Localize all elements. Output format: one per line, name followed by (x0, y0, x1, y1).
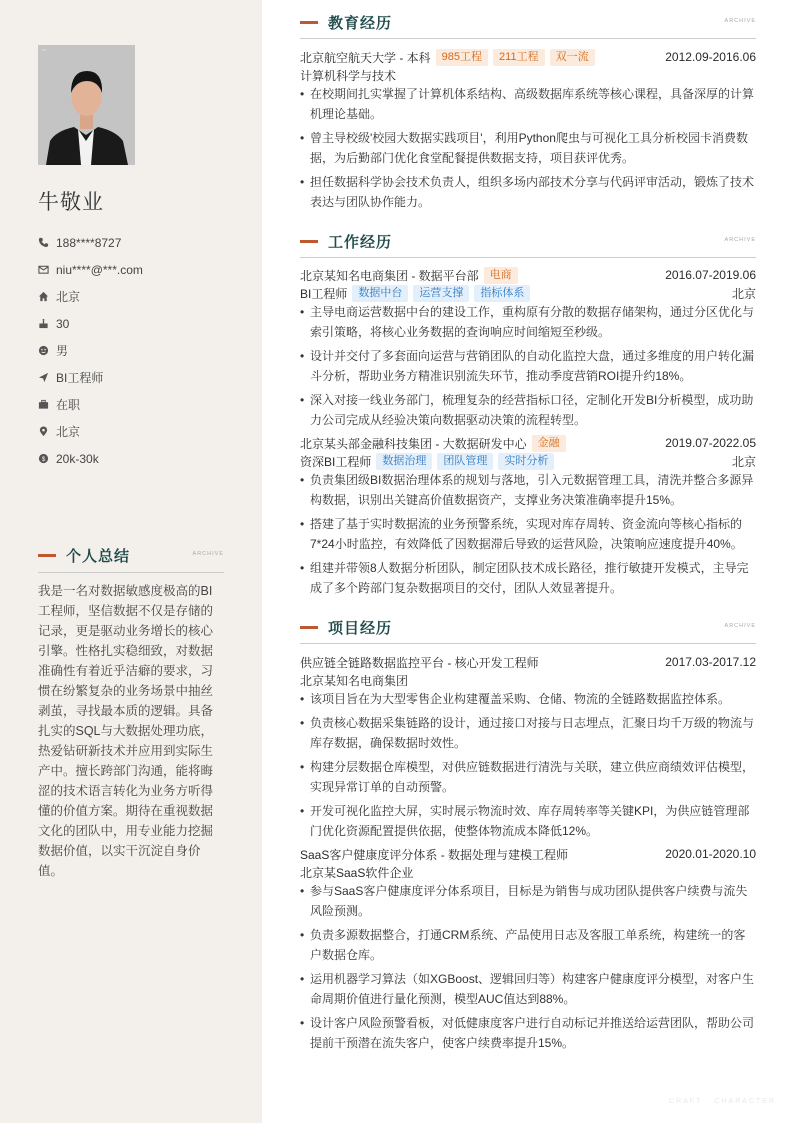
list-item: • 该项目旨在为大型零售企业构建覆盖采购、仓储、物流的全链路数据监控体系。 (300, 689, 756, 709)
job-bullets (300, 470, 756, 602)
contact-gender (38, 337, 238, 364)
contact-location (38, 418, 238, 445)
list-item: • 开发可视化监控大屏，实时展示物流时效、库存周转率等关键KPI，为供应链管理部门优化资源配置提供依据，使整体物流成本降低12%。 (300, 801, 756, 841)
summary-text: 我是一名对数据敏感度极高的BI工程师，坚信数据不仅是存储的记录，更是驱动业务增长的核心引擎。性格扎实稳细致，对数据准确性有着近乎洁癖的要求，习惯在纷繁复杂的业务场景中抽丝剥茧，寻找最本质的逻辑。具备扎实的SQL与大数据处理功底，热爱钻研新技术并应用到实际生产中。擅长跨部门沟通，能将晦涩的技术语言转化为业务方听得懂的价值方案。期待在重视数据文化的团队中，用专业能力挖掘数据价值，以实干沉淀自身价值。 (38, 584, 214, 878)
project-title-line (300, 845, 756, 863)
contact-text: 北京 (56, 425, 81, 439)
section-title: 个人总结 (66, 548, 131, 565)
summary-heading (38, 545, 224, 573)
mail-icon (38, 264, 49, 275)
industry-tag: 电商 (484, 267, 518, 284)
list-item: • 主导电商运营数据中台的建设工作，重构原有分散的数据存储架构，通过分区优化与索引策略，将核心业务数据的查询响应时间缩短至秒级。 (300, 302, 756, 342)
contact-home (38, 283, 238, 310)
school-tag: 985工程 (436, 49, 488, 66)
job-date: 2019.07-2022.05 (665, 436, 756, 450)
industry-tag: 金融 (532, 435, 566, 452)
cake-icon (38, 318, 49, 329)
project-bullets (300, 689, 756, 845)
phone-icon (38, 237, 49, 248)
section-accent-bar (300, 21, 318, 24)
section-accent-bar (38, 554, 56, 557)
project-company-line (300, 671, 756, 689)
job-role-line (300, 452, 756, 470)
school-tag: 双一流 (550, 49, 595, 66)
education-heading (300, 12, 756, 39)
contact-text: 在职 (56, 398, 81, 412)
list-item: • 曾主导校级'校园大数据实践项目'，利用Python爬虫与可视化工具分析校园卡消费数据，为后勤部门优化食堂配餐提供数据支持，项目获评优秀。 (300, 128, 756, 168)
contact-text: 188****8727 (56, 235, 122, 250)
contact-position (38, 364, 238, 391)
section-accent-bar (300, 626, 318, 629)
job-role: BI工程师 (300, 286, 348, 301)
list-item: • 担任数据科学协会技术负责人，组织多场内部技术分享与代码评审活动，锻炼了技术表达与团队协作能力。 (300, 172, 756, 212)
contact-list (38, 229, 238, 472)
major: 计算机科学与技术 (300, 68, 397, 83)
money-icon (38, 453, 49, 464)
school-name: 北京航空航天大学 - 本科 (300, 50, 431, 65)
project-date: 2017.03-2017.12 (665, 655, 756, 669)
project-name: 供应链全链路数据监控平台 - 核心开发工程师 (300, 655, 539, 670)
job-date: 2016.07-2019.06 (665, 268, 756, 282)
contact-email (38, 256, 238, 283)
project-company: 北京某SaaS软件企业 (300, 865, 414, 880)
photo-label: cv (42, 47, 46, 52)
list-item: • 组建并带领8人数据分析团队，制定团队技术成长路径，推行敏捷开发模式，主导完成了多个跨部门复杂数据项目的交付，团队人效显著提升。 (300, 558, 756, 598)
skill-tag: 数据中台 (352, 285, 408, 302)
job-company-line (300, 434, 756, 452)
section-title: 教育经历 (328, 15, 393, 32)
job-city: 北京 (731, 286, 756, 301)
contact-status (38, 391, 238, 418)
school-tag: 211工程 (493, 49, 545, 66)
home-icon (38, 291, 49, 302)
job-role-line (300, 284, 756, 302)
contact-phone (38, 229, 238, 256)
projects-heading (300, 617, 756, 644)
section-tag: ARCHIVE (192, 551, 224, 557)
list-item: • 搭建了基于实时数据流的业务预警系统，实现对库存周转、资金流向等核心指标的7*24小时监控，有效降低了因数据滞后导致的运营风险，决策响应速度提升40%。 (300, 514, 756, 554)
section-title: 项目经历 (328, 620, 393, 637)
contact-text: 20k-30k (56, 451, 99, 466)
job-city: 北京 (731, 454, 756, 469)
project-date: 2020.01-2020.10 (665, 847, 756, 861)
list-item: • 运用机器学习算法（如XGBoost、逻辑回归等）构建客户健康度评分模型，对客户生命周期价值进行量化预测，模型AUC值达到88%。 (300, 969, 756, 1009)
education-school-line (300, 48, 756, 66)
section-title: 工作经历 (328, 234, 393, 251)
contact-text: BI工程师 (56, 371, 104, 385)
contact-text: 30 (56, 316, 70, 331)
contact-age (38, 310, 238, 337)
project-company-line (300, 863, 756, 881)
list-item: • 深入对接一线业务部门，梳理复杂的经营指标口径，定制化开发BI分析模型，成功助力公司完成从经验决策向数据驱动决策的流程转型。 (300, 390, 756, 430)
list-item: • 设计客户风险预警看板，对低健康度客户进行自动标记并推送给运营团队，帮助公司提前干预潜在流失客户，使客户续费率提升15%。 (300, 1013, 756, 1053)
contact-text: niu****@***.com (56, 262, 143, 277)
section-accent-bar (300, 240, 318, 243)
job-company-line (300, 266, 756, 284)
main-content (262, 0, 794, 1123)
work-heading (300, 231, 756, 258)
list-item: • 参与SaaS客户健康度评分体系项目，目标是为销售与成功团队提供客户续费与流失风险预测。 (300, 881, 756, 921)
education-major-line (300, 66, 756, 84)
profile-photo (38, 45, 135, 165)
briefcase-icon (38, 399, 49, 410)
sidebar (0, 0, 262, 1123)
project-name: SaaS客户健康度评分体系 - 数据处理与建模工程师 (300, 847, 569, 862)
company-name: 北京某知名电商集团 - 数据平台部 (300, 268, 479, 283)
list-item: • 在校期间扎实掌握了计算机体系结构、高级数据库系统等核心课程，具备深厚的计算机理论基础。 (300, 84, 756, 124)
section-tag: ARCHIVE (724, 18, 756, 24)
contact-text: 北京 (56, 290, 81, 304)
education-date: 2012.09-2016.06 (665, 50, 756, 64)
section-tag: ARCHIVE (724, 623, 756, 629)
list-item: • 负责集团级BI数据治理体系的规划与落地，引入元数据管理工具，清洗并整合多源异构数据，识别出关键高价值数据资产，支撑业务决策准确率提升15%。 (300, 470, 756, 510)
skill-tag: 团队管理 (437, 453, 493, 470)
svg-text:$: $ (41, 455, 46, 463)
send-icon (38, 372, 49, 383)
company-name: 北京某头部金融科技集团 - 大数据研发中心 (300, 436, 527, 451)
project-company: 北京某知名电商集团 (300, 673, 409, 688)
skill-tag: 实时分析 (498, 453, 554, 470)
section-tag: ARCHIVE (724, 237, 756, 243)
job-role: 资深BI工程师 (300, 454, 372, 469)
profile-name: 牛敬业 (38, 191, 104, 214)
watermark: CRAFT · CHARACTER (669, 1098, 776, 1105)
location-icon (38, 426, 49, 437)
project-title-line (300, 653, 756, 671)
list-item: • 负责核心数据采集链路的设计，通过接口对接与日志埋点，汇聚日均千万级的物流与库存数据，确保数据时效性。 (300, 713, 756, 753)
project-bullets (300, 881, 756, 1057)
skill-tag: 运营支撑 (413, 285, 469, 302)
skill-tag: 指标体系 (474, 285, 530, 302)
portrait-image (38, 45, 135, 165)
list-item: • 构建分层数据仓库模型，对供应链数据进行清洗与关联，建立供应商绩效评估模型，实现异常订单的自动预警。 (300, 757, 756, 797)
list-item: • 设计并交付了多套面向运营与营销团队的自动化监控大盘，通过多维度的用户转化漏斗分析，帮助业务方精准识别流失环节，推动季度营销ROI提升约18%。 (300, 346, 756, 386)
contact-salary (38, 445, 238, 472)
face-icon (38, 345, 49, 356)
education-bullets (300, 84, 756, 216)
list-item: • 负责多源数据整合，打通CRM系统、产品使用日志及客服工单系统，构建统一的客户数据仓库。 (300, 925, 756, 965)
contact-text: 男 (56, 344, 69, 358)
skill-tag: 数据治理 (376, 453, 432, 470)
job-bullets (300, 302, 756, 434)
